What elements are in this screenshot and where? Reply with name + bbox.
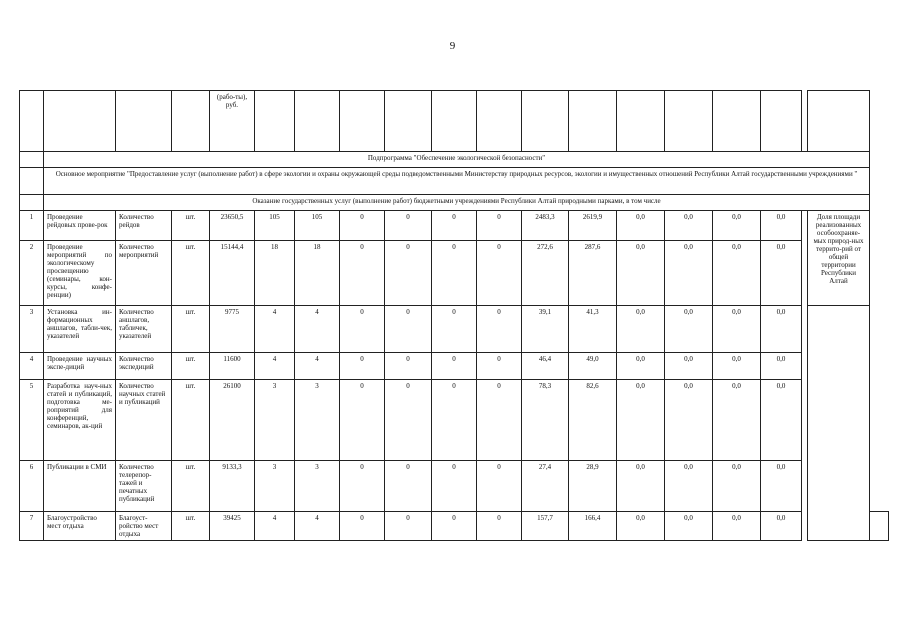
row-value: 0,0	[617, 306, 665, 353]
row-indicator: Количество рейдов	[116, 211, 172, 241]
row-indicator: Количество экспедиций	[116, 353, 172, 380]
row-value: 0	[477, 461, 522, 512]
row-value: 0	[385, 241, 432, 306]
main-activity-title: Основное мероприятие "Предоставление услуг (выполнение работ) в сфере экологии и охраны окружающей среды подведомственными Министерству природных ресурсов, экологии и имущественных отношений Республики Алтай государственными учреждениями "	[44, 168, 870, 195]
row-value: 0	[432, 306, 477, 353]
row-indicator: Количество аншлагов, табличек, указателей	[116, 306, 172, 353]
table-row	[20, 353, 889, 380]
row-value: 3	[295, 461, 340, 512]
row-value: 0,0	[761, 512, 802, 541]
header-cell	[295, 91, 340, 152]
row-value: 157,7	[522, 512, 569, 541]
page-number: 9	[449, 40, 456, 52]
row-indicator: Количество научных статей и публикаций	[116, 380, 172, 461]
row-cost: 9775	[210, 306, 255, 353]
row-value: 0,0	[713, 512, 761, 541]
row-name: Установка ин-формационных аншлагов, табли-чек, указателей	[44, 306, 116, 353]
row-value: 0	[477, 353, 522, 380]
row-value: 0,0	[617, 461, 665, 512]
services-header-row	[20, 195, 889, 211]
table-row	[20, 461, 889, 512]
row-value: 0,0	[665, 512, 713, 541]
row-value: 0	[477, 211, 522, 241]
row-value: 0	[340, 211, 385, 241]
header-cell	[172, 91, 210, 152]
row-name: Публикации в СМИ	[44, 461, 116, 512]
row-value: 0	[385, 211, 432, 241]
row-value: 287,6	[569, 241, 617, 306]
row-value: 0	[340, 512, 385, 541]
row-value: 0,0	[761, 380, 802, 461]
row-value: 0	[385, 380, 432, 461]
row-value: 105	[295, 211, 340, 241]
row-value: 78,3	[522, 380, 569, 461]
row-value: 0,0	[665, 380, 713, 461]
row-value: 0,0	[665, 211, 713, 241]
row-value: 0,0	[617, 512, 665, 541]
row-value: 3	[295, 380, 340, 461]
header-unit-note: (рабо-ты), руб.	[210, 91, 255, 152]
table-row	[20, 306, 889, 353]
indicator-note: Доля площади реализованных особоохраняе-мых природ-ных террито-рий от общей территории Республики Алтай	[808, 211, 870, 306]
row-value: 28,9	[569, 461, 617, 512]
row-value: 4	[295, 306, 340, 353]
row-value: 0	[385, 512, 432, 541]
row-unit: шт.	[172, 380, 210, 461]
row-value: 46,4	[522, 353, 569, 380]
header-cell	[44, 91, 116, 152]
row-value: 0,0	[713, 380, 761, 461]
row-name: Проведение научных экспе-диций	[44, 353, 116, 380]
row-value: 0	[340, 353, 385, 380]
row-name: Проведение рейдовых прове-рок	[44, 211, 116, 241]
row-indicator: Количество телерепор-тажей и печатных публикаций	[116, 461, 172, 512]
row-value: 0	[477, 241, 522, 306]
row-value: 0	[385, 353, 432, 380]
row-value: 3	[255, 461, 295, 512]
row-value: 2483,3	[522, 211, 569, 241]
header-row	[20, 91, 889, 152]
row-value: 0	[432, 461, 477, 512]
row-cost: 26100	[210, 380, 255, 461]
row-value: 18	[295, 241, 340, 306]
row-cost: 39425	[210, 512, 255, 541]
header-cell	[665, 91, 713, 152]
row-value: 0,0	[713, 211, 761, 241]
row-number: 4	[20, 353, 44, 380]
row-value: 0	[432, 512, 477, 541]
row-value: 0,0	[713, 461, 761, 512]
row-value: 0,0	[617, 241, 665, 306]
row-value: 82,6	[569, 380, 617, 461]
row-indicator: Благоуст-ройство мест отдыха	[116, 512, 172, 541]
row-value: 4	[295, 353, 340, 380]
table-row	[20, 211, 889, 241]
row-indicator: Количество мероприятий	[116, 241, 172, 306]
row-value: 0,0	[665, 461, 713, 512]
header-cell	[340, 91, 385, 152]
row-unit: шт.	[172, 512, 210, 541]
row-value: 0,0	[617, 380, 665, 461]
row-value: 39,1	[522, 306, 569, 353]
row-number: 3	[20, 306, 44, 353]
row-value: 0	[477, 512, 522, 541]
subprogram-row	[20, 152, 889, 168]
row-value: 0	[432, 211, 477, 241]
row-value: 272,6	[522, 241, 569, 306]
row-value: 166,4	[569, 512, 617, 541]
row-value: 0	[432, 353, 477, 380]
main-activity-row	[20, 168, 889, 195]
row-value: 0	[432, 241, 477, 306]
row-value: 3	[255, 380, 295, 461]
header-cell	[116, 91, 172, 152]
row-value: 0	[385, 306, 432, 353]
header-cell	[385, 91, 432, 152]
row-value: 0	[340, 306, 385, 353]
row-number: 6	[20, 461, 44, 512]
row-number: 1	[20, 211, 44, 241]
header-cell	[20, 91, 44, 152]
row-cost: 9133,3	[210, 461, 255, 512]
row-value: 0,0	[665, 306, 713, 353]
row-value: 0,0	[713, 353, 761, 380]
row-number: 5	[20, 380, 44, 461]
table-row	[20, 241, 889, 306]
header-cell	[432, 91, 477, 152]
row-value: 0,0	[713, 241, 761, 306]
row-value: 0	[432, 380, 477, 461]
header-cell	[569, 91, 617, 152]
row-unit: шт.	[172, 211, 210, 241]
header-cell	[522, 91, 569, 152]
row-value: 0,0	[617, 211, 665, 241]
row-number: 7	[20, 512, 44, 541]
header-cell	[617, 91, 665, 152]
row-unit: шт.	[172, 306, 210, 353]
row-name: Разработка науч-ных статей и публикаций, подготовка ме-роприятий для конференций, семинаров, ак-ций	[44, 380, 116, 461]
row-value: 0,0	[665, 353, 713, 380]
row-value: 0,0	[665, 241, 713, 306]
row-cost: 23650,5	[210, 211, 255, 241]
row-value: 0,0	[761, 461, 802, 512]
row-value: 105	[255, 211, 295, 241]
row-unit: шт.	[172, 241, 210, 306]
row-value: 0	[477, 306, 522, 353]
row-name: Благоустройство мест отдыха	[44, 512, 116, 541]
row-value: 49,0	[569, 353, 617, 380]
row-value: 0,0	[713, 306, 761, 353]
row-value: 0	[477, 380, 522, 461]
table-row	[20, 512, 889, 541]
services-table	[19, 90, 889, 541]
row-value: 41,3	[569, 306, 617, 353]
row-value: 4	[255, 353, 295, 380]
row-value: 0	[340, 380, 385, 461]
row-unit: шт.	[172, 353, 210, 380]
row-value: 27,4	[522, 461, 569, 512]
row-value: 0,0	[761, 306, 802, 353]
subprogram-title: Подпрограмма "Обеспечение экологической безопасности"	[44, 152, 870, 168]
row-unit: шт.	[172, 461, 210, 512]
services-header: Оказание государственных услуг (выполнение работ) бюджетными учреждениями Республики Алтай природными парками, в том числе	[44, 195, 870, 211]
row-number: 2	[20, 241, 44, 306]
header-cell	[255, 91, 295, 152]
row-name: Проведение мероприятий по экологическому просвещению (семинары, кон-курсы, конфе-ренции)	[44, 241, 116, 306]
header-cell	[713, 91, 761, 152]
header-cell	[808, 91, 870, 152]
table-row	[20, 380, 889, 461]
row-value: 2619,9	[569, 211, 617, 241]
row-value: 0	[340, 461, 385, 512]
header-cell	[477, 91, 522, 152]
row-value: 4	[295, 512, 340, 541]
row-value: 0,0	[761, 211, 802, 241]
row-value: 0	[385, 461, 432, 512]
row-value: 0,0	[761, 241, 802, 306]
row-value: 0,0	[761, 353, 802, 380]
row-value: 4	[255, 512, 295, 541]
row-value: 18	[255, 241, 295, 306]
row-value: 0,0	[617, 353, 665, 380]
row-cost: 15144,4	[210, 241, 255, 306]
header-cell	[761, 91, 802, 152]
row-value: 4	[255, 306, 295, 353]
row-cost: 11600	[210, 353, 255, 380]
row-value: 0	[340, 241, 385, 306]
